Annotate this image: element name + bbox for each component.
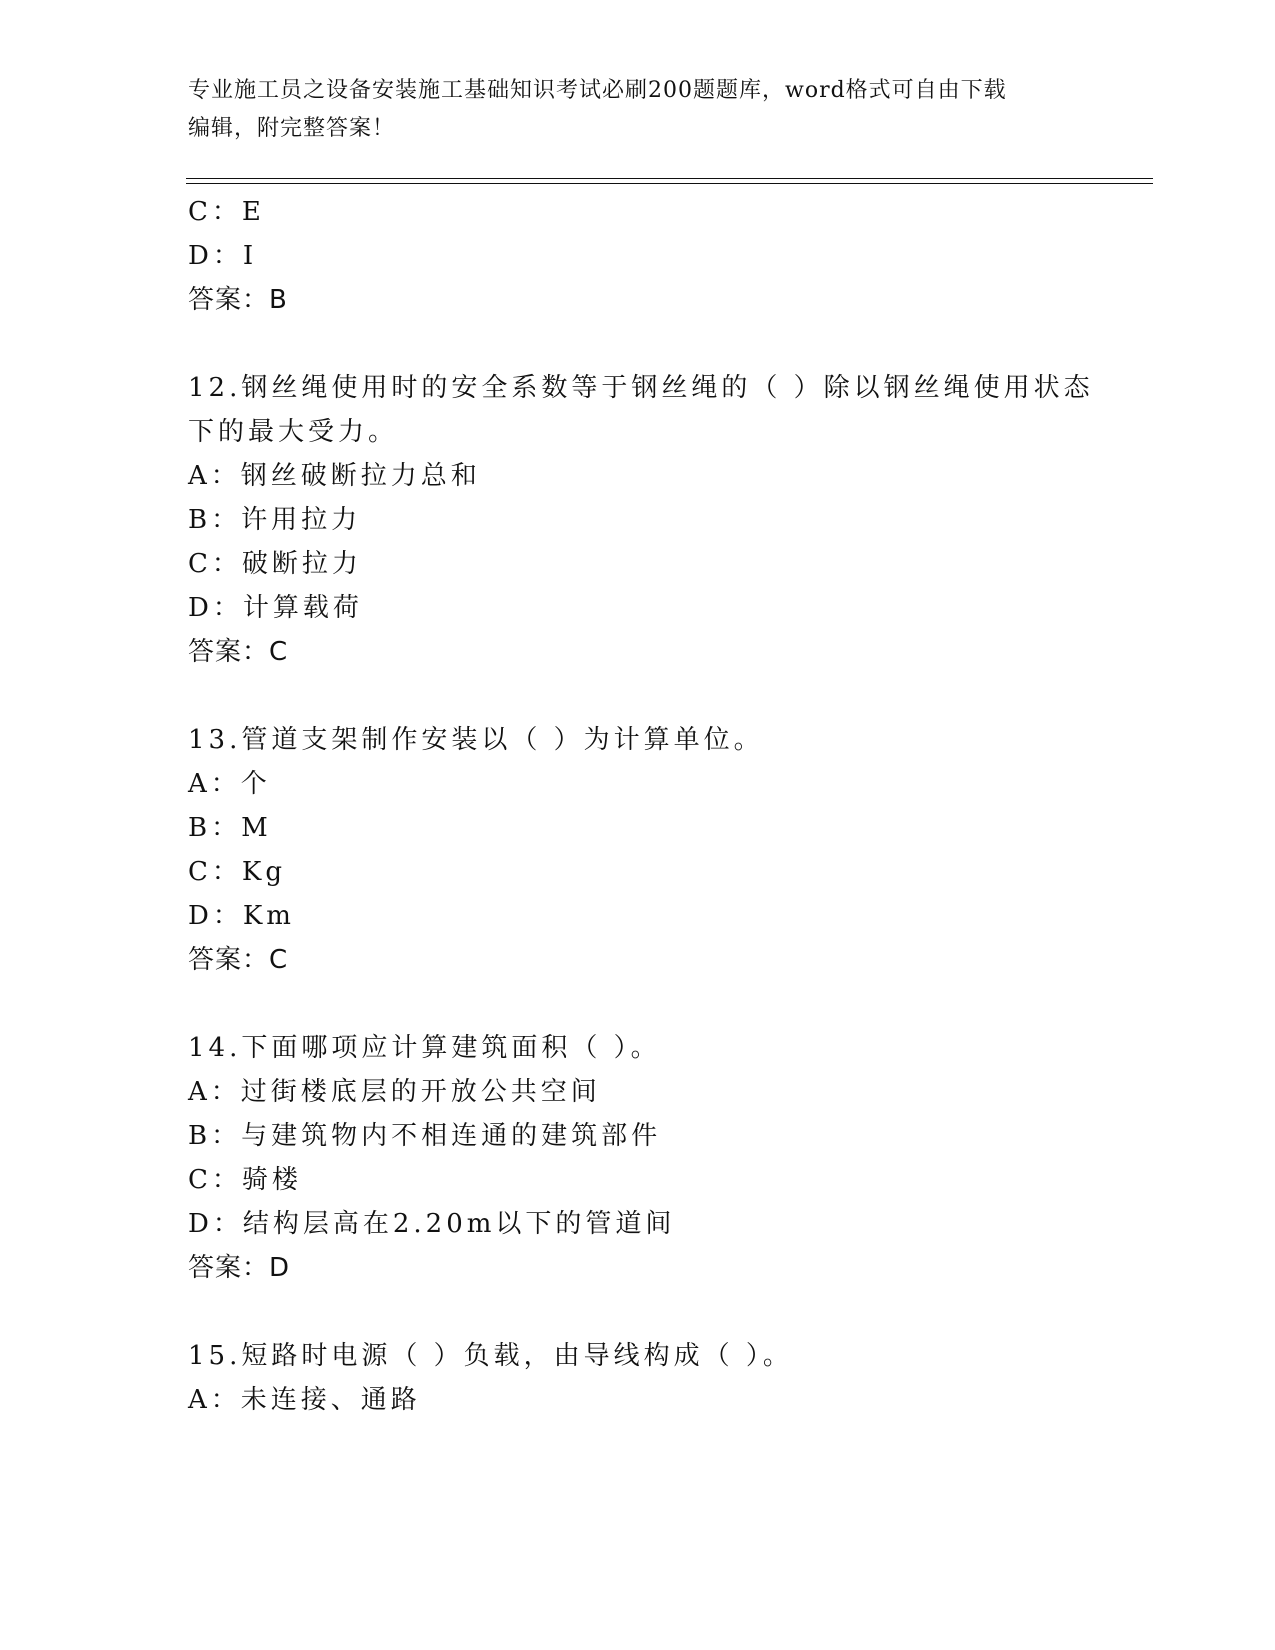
- header-line-2: 编辑，附完整答案！: [188, 116, 396, 141]
- q11-option-c: C：E: [188, 197, 265, 227]
- q14-option-d: D：结构层高在2.20m以下的管道间: [188, 1209, 676, 1239]
- q14-answer: 答案：D: [188, 1253, 291, 1283]
- q13-answer: 答案：C: [188, 945, 289, 975]
- q13-option-c: C：Kg: [188, 857, 286, 887]
- q15-stem: 15.短路时电源（ ）负载，由导线构成（ ）。: [188, 1341, 793, 1371]
- q12-stem-line-1: 12.钢丝绳使用时的安全系数等于钢丝绳的（ ）除以钢丝绳使用状态: [188, 373, 1094, 403]
- q15-option-a: A：未连接、通路: [188, 1385, 421, 1415]
- q12-answer: 答案：C: [188, 637, 289, 667]
- q12-option-d: D：计算载荷: [188, 593, 363, 623]
- q12-option-a: A：钢丝破断拉力总和: [188, 461, 481, 491]
- q14-option-a: A：过街楼底层的开放公共空间: [188, 1077, 601, 1107]
- q11-option-d: D：I: [188, 241, 258, 271]
- header-line-1: 专业施工员之设备安装施工基础知识考试必刷200题题库，word格式可自由下载: [188, 78, 1007, 103]
- q13-option-a: A：个: [188, 769, 271, 799]
- q13-option-d: D：Km: [188, 901, 295, 931]
- q13-option-b: B：M: [188, 813, 272, 843]
- header-divider-bottom: [186, 183, 1153, 184]
- document-header: [188, 72, 1088, 148]
- q11-answer: 答案：B: [188, 285, 288, 315]
- q12-stem-line-2: 下的最大受力。: [188, 417, 399, 447]
- q14-option-b: B：与建筑物内不相连通的建筑部件: [188, 1121, 662, 1151]
- q14-stem: 14.下面哪项应计算建筑面积（ ）。: [188, 1033, 661, 1063]
- q14-option-c: C：骑楼: [188, 1165, 302, 1195]
- q12-option-c: C：破断拉力: [188, 549, 362, 579]
- q12-option-b: B：许用拉力: [188, 505, 362, 535]
- header-divider-top: [186, 178, 1153, 179]
- q13-stem: 13.管道支架制作安装以（ ）为计算单位。: [188, 725, 764, 755]
